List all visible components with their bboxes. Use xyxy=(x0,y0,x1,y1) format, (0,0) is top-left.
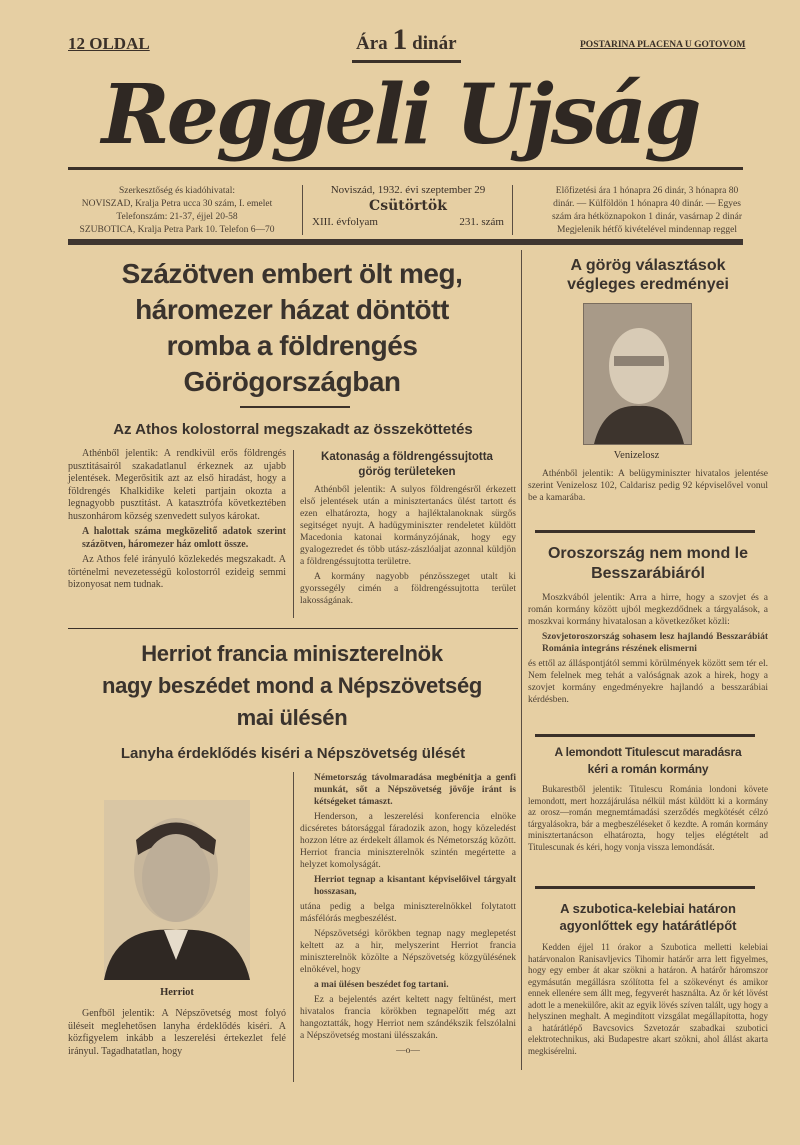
quote: Szovjetoroszország sohasem lesz hajlandó Besszarábiát Románia integráns részének elismerni xyxy=(542,632,768,654)
issue-info xyxy=(312,183,504,229)
venizelos-caption: Venizelosz xyxy=(613,450,660,461)
headline-line: görög területeken xyxy=(358,466,456,478)
column-divider xyxy=(293,450,294,618)
military-headline xyxy=(298,450,516,480)
divider xyxy=(512,185,513,235)
price-number: 1 xyxy=(392,23,408,56)
paragraph: Az Athos felé irányuló közlekedés megszakadt. A történelmi nevezetességü kolostorról ezideig semmi bizonyosat nem tudnak. xyxy=(68,554,286,590)
publisher-line: Szerkesztőség és kiadóhivatal: xyxy=(118,186,236,196)
portrait-image xyxy=(104,800,250,980)
issue-number: 231. szám xyxy=(459,216,504,228)
subscription-line: Megjelenik hétfő kivételével mindennap reggel xyxy=(557,225,737,235)
military-story-body xyxy=(300,484,516,610)
publisher-info xyxy=(62,185,292,237)
paragraph: Athénből jelentik: A rendkivül erős földrengés pusztitásairól szakadatlanul érkeznek az ujabb jelentések. Megerősitik azt az első hiradást, hogy a földrengés Khalkidike keleti partjain okozta a legnagyobb pusztitást. A katasztrófa következtében huszonhárom község szenvedett sulyos károkat. xyxy=(68,448,286,522)
subheadline-text: Lanyha érdeklődés kiséri a Népszövetség ülését xyxy=(120,745,466,762)
subscription-info xyxy=(520,185,774,237)
portrait-image xyxy=(584,304,691,444)
paragraph: Bukarestből jelentik: Titulescu Románia londoni követe lemondott, mert hozzájárulása nélkül mást küldött ki a kormány az orosz—román megnemtámadási szerződés megkötését célzó tárgyalásokra, bár a megbeszéléseket ő kezdte. A román kormány minisztertanácson elhatározta, hogy teljes elégtételt ad Titulescunak és kéri, hogy vonja vissza lemondását. xyxy=(528,784,768,852)
paragraph: Népszövetségi körökben tegnap nagy meglepetést keltett az a hir, melyszerint Herriot francia miniszterelnök közölte a Népszövetség közgyülésének elnökével, hogy xyxy=(300,929,516,975)
main-subheadline xyxy=(68,420,518,440)
headline-line: A görög választások xyxy=(570,257,726,274)
paragraph: A halottak száma megközelitő adatok szerint százötven, háromezer ház omlott össze. xyxy=(82,526,286,550)
divider xyxy=(535,734,755,737)
divider xyxy=(240,406,350,408)
header-rule xyxy=(68,239,743,245)
price-suffix: dinár xyxy=(412,33,457,54)
quote: Herriot tegnap a kisantant képviselőivel tárgyalt hosszasan, xyxy=(314,875,516,897)
subscription-line: Előfizetési ára 1 hónapra 26 dinár, 3 hónapra 80 xyxy=(555,186,739,196)
herriot-story-middle xyxy=(300,772,516,1057)
issue-date: Noviszád, 1932. évi szeptember 29 xyxy=(330,184,486,196)
herriot-headline xyxy=(62,638,522,734)
paragraph: Kedden éjjel 11 órakor a Szubotica melletti kelebiai határvonalon Ranisavljevics Tihomir határőr arra lett figyelmes, hogy egy ember át akar szökni a határon. A határőr háromszor egymásután megállásra szólította fel a szökevényt és amikor ennek ellenére sem állt meg, fegyverét használta. Az őr két lövést adott le a menekülőre, akit az egyik lövés szíven talált, ugy hogy a helyszinen meghalt. A megindított vizsgálat megállapította, hogy a határátlépő Bavcsovics Szvetozár szabadkai szubotici elektrotechnikus, aki Budapestre akart szökni, ahol állást akarta megkisérelni. xyxy=(528,942,768,1056)
page-count: 12 OLDAL xyxy=(68,34,150,53)
herriot-caption: Herriot xyxy=(160,987,194,998)
venizelos-photo xyxy=(583,303,692,445)
volume: XIII. évfolyam xyxy=(312,216,378,228)
russia-headline xyxy=(528,544,768,584)
headline-line: agyonlőttek egy határátlépőt xyxy=(559,918,737,933)
headline-line: nagy beszédet mond a Népszövetség xyxy=(101,673,483,698)
titulescu-story-body xyxy=(528,784,768,856)
headline-line: Oroszország nem mond le xyxy=(547,545,749,562)
postage-note: POSTARINA PLACENA U GOTOVOM xyxy=(580,40,746,50)
headline-line: A szubotica-kelebiai határon xyxy=(560,901,736,916)
titulescu-headline xyxy=(524,744,772,778)
election-story-body xyxy=(528,468,768,507)
subheadline-text: Az Athos kolostorral megszakadt az összeköttetés xyxy=(113,421,473,438)
herriot-story-left xyxy=(68,1008,286,1061)
divider xyxy=(535,886,755,889)
masthead: Reggeli Ujság xyxy=(101,67,699,163)
headline-line: A lemondott Titulescut maradásra xyxy=(554,745,742,759)
border-headline xyxy=(528,900,768,934)
paragraph: Ez a bejelentés azért keltett nagy feltünést, mert hivatalos francia körökben tegnapelőtt még azt hangoztatták, hogy Herriot nem szándékszik felszólalni a Népszövetség mostani ülésszakán. xyxy=(300,995,516,1041)
main-story-body xyxy=(68,448,286,595)
divider xyxy=(535,530,755,533)
quote: a mai ülésen beszédet fog tartani. xyxy=(314,980,449,990)
paragraph: Genfből jelentik: A Népszövetség most folyó üléseit meglehetősen lanyha érdeklődés kiséri. A közfigyelem inkább a leszerelési értekezlet felé irányul. Tagadhatatlan, hogy xyxy=(68,1008,286,1057)
price-prefix: Ára xyxy=(356,33,388,54)
publisher-line: Telefonszám: 21-37, éjjel 20-58 xyxy=(116,212,238,222)
headline-line: mai ülésén xyxy=(236,705,348,730)
headline-line: Besszarábiáról xyxy=(591,565,705,582)
paragraph: utána pedig a belga miniszterelnökkel folytatott másfélórás megbeszélést. xyxy=(300,902,516,924)
headline-line: Herriot francia miniszterelnök xyxy=(141,641,443,666)
russia-story-body xyxy=(528,592,768,709)
quote: Németország távolmaradása megbénitja a genfi munkát, sőt a Népszövetség jövője iránt is kétségeket támaszt. xyxy=(314,773,516,807)
herriot-subheadline xyxy=(68,744,518,764)
subscription-line: szám ára hétköznapokon 1 dinár, vasárnap 2 dinár xyxy=(551,212,743,222)
election-headline xyxy=(528,256,768,294)
paragraph: Athénből jelentik: A sulyos földrengésről érkezett első jelentések után a minisztertanács ülést tartott és ezen elhatározta, hogy a hajléktalanoknak sürgős segitséget nyujt. A hadügyminiszter rendeletet küldött Macedonia katonai kormányzójának, hogy egy gyalogezredet és több utász-zászlóaljat azonnal küldjön a földrengéssujtotta területre. xyxy=(300,485,516,567)
headline-line: romba a földrengés xyxy=(166,330,418,361)
headline-line: Görögországban xyxy=(183,366,401,397)
herriot-photo xyxy=(104,800,250,980)
main-headline xyxy=(62,256,522,400)
publisher-line: NOVISZAD, Kralja Petra ucca 30 szám, I. emelet xyxy=(81,199,273,209)
divider xyxy=(68,628,518,629)
paragraph: Athénből jelentik: A belügyminiszter hivatalos jelentése szerint Venizelosz 102, Caldarisz pedig 92 képviselővel vonul be a kamarába. xyxy=(528,469,768,503)
price xyxy=(352,24,461,63)
end-mark: —o— xyxy=(396,1046,420,1056)
headline-line: Katonaság a földrengéssujtotta xyxy=(321,451,493,463)
headline-line: háromezer házat döntött xyxy=(135,294,449,325)
divider xyxy=(302,185,303,235)
headline-line: kéri a román kormány xyxy=(587,762,709,776)
border-story-body xyxy=(528,942,768,1060)
column-divider xyxy=(293,772,294,1082)
headline-line: Százötven embert ölt meg, xyxy=(121,258,463,289)
headline-line: végleges eredményei xyxy=(567,276,729,293)
publisher-line: SZUBOTICA, Kralja Petra Park 10. Telefon 6—70 xyxy=(79,225,275,235)
subscription-line: dinár. — Külföldön 1 hónapra 40 dinár. — Egyes xyxy=(553,199,741,209)
paragraph: A kormány nagyobb pénzösszeget utalt ki gyorssegély cimén a földrengéssujtotta terület lakosságának. xyxy=(300,572,516,606)
paragraph: Moszkvából jelentik: Arra a hirre, hogy a szovjet és a román kormány között ujból megkezdődnek a tárgyalások, a moszkvai kormány hivatalosan a következőket közli: xyxy=(528,593,768,627)
issue-day: Csütörtök xyxy=(369,198,447,214)
masthead-rule xyxy=(68,167,743,170)
paragraph: Henderson, a leszerelési konferencia elnöke dicséretes bátorsággal fáradozik azon, hogy közeledést hozzon létre az érdekelt államok és Németország között. Herriot francia miniszterelnök szintén megértette a helyzet komolyságát. xyxy=(300,812,516,870)
paragraph: és ettől az álláspontjától semmi körülmények között sem tér el. Nem felelnek meg tehát a valóságnak azok a hirek, hogy a szovjet kormány engedményekre hajlandó a besszarábiai kérdésben. xyxy=(528,659,768,705)
